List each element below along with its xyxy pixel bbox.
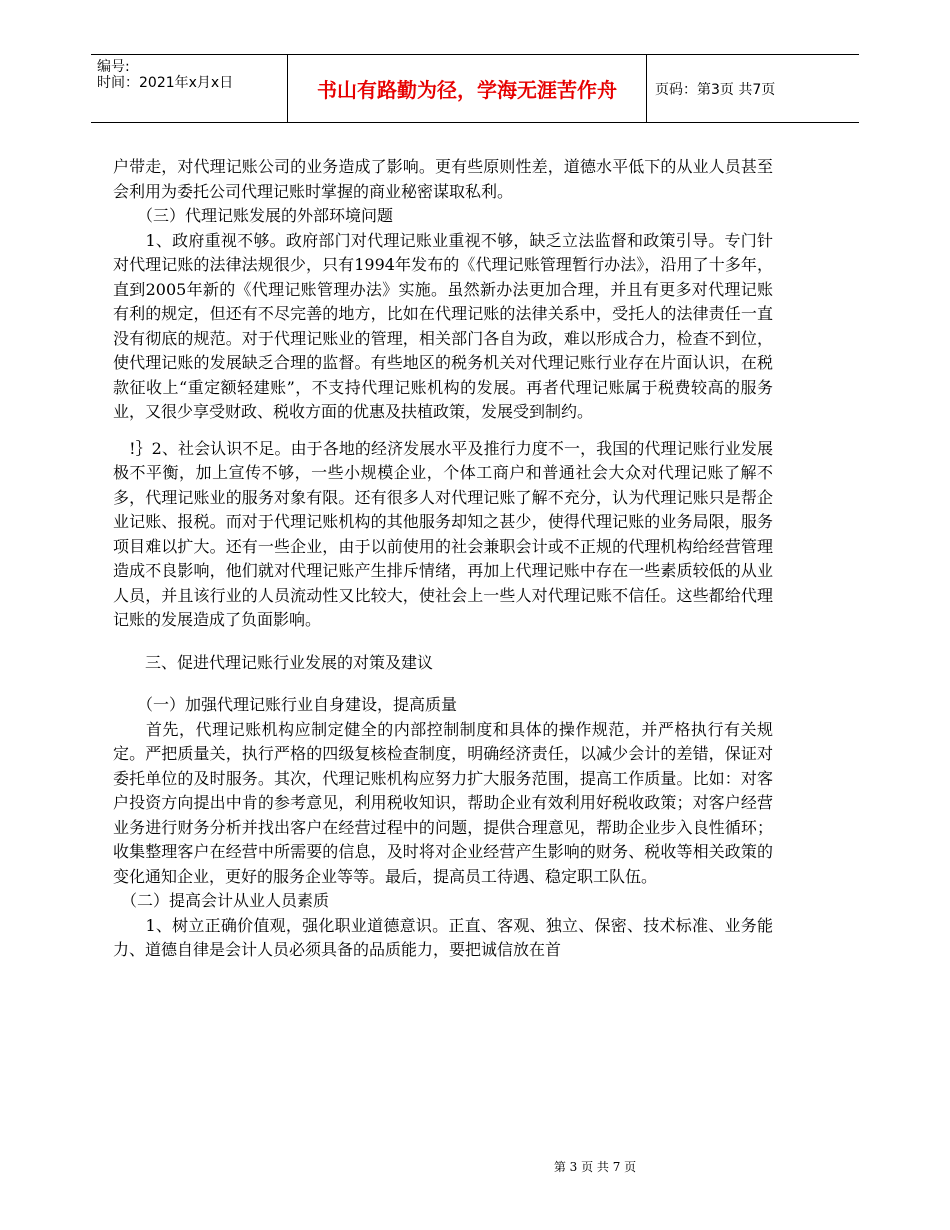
header-page-info: 页码：第3页 共7页 xyxy=(655,81,776,98)
document-number-label: 编号: xyxy=(97,59,130,75)
section-heading: 三、促进代理记账行业发展的对策及建议 xyxy=(113,652,434,672)
section-heading: （一）加强代理记账行业自身建设，提高质量 xyxy=(113,695,458,714)
page-header xyxy=(91,54,859,123)
document-time-label: 时间：2021年x月x日 xyxy=(97,75,234,91)
page-footer: 第 3 页 共 7 页 xyxy=(553,1160,637,1174)
paragraph: 户带走，对代理记账公司的业务造成了影响。更有些原则性差，道德水平低下的从业人员甚至会利用为委托公司代理记账时掌握的商业秘密谋取私利。 xyxy=(113,157,773,201)
paragraph: !｝2、社会认识不足。由于各地的经济发展水平及推行力度不一，我国的代理记账行业发展极不平衡，加上宣传不够，一些小规模企业，个体工商户和普通社会大众对代理记账了解不多，代理记账业的服务对象有限。还有很多人对代理记账了解不充分，认为代理记账只是帮企业记账、报税。而对于代理记账机构的其他服务却知之甚少，使得代理记账的业务局限，服务项目难以扩大。还有一些企业，由于以前使用的社会兼职会计或不正规的代理机构给经营管理造成不良影响，他们就对代理记账产生排斥情绪，再加上代理记账中存在一些素质较低的从业人员，并且该行业的人员流动性又比较大，使社会上一些人对代理记账不信任。这些都给代理记账的发展造成了负面影响。 xyxy=(113,438,773,629)
header-motto: 书山有路勤为径，学海无涯苦作舟 xyxy=(287,55,647,122)
paragraph: 1、政府重视不够。政府部门对代理记账业重视不够，缺乏立法监督和政策引导。专门针对代理记账的法律法规很少，只有1994年发布的《代理记账管理暂行办法》，沿用了十多年，直到2005年新的《代理记账管理办法》实施。虽然新办法更加合理，并且有更多对代理记账有利的规定，但还有不尽完善的地方，比如在代理记账的法律关系中，受托人的法律责任一直没有彻底的规范。对于代理记账业的管理，相关部门各自为政，难以形成合力，检查不到位，使代理记账的发展缺乏合理的监督。有些地区的税务机关对代理记账行业存在片面认识，在税款征收上“重定额轻建账”，不支持代理记账机构的发展。再者代理记账属于税费较高的服务业，又很少享受财政、税收方面的优惠及扶植政策，发展受到制约。 xyxy=(113,230,773,421)
section-heading: （三）代理记账发展的外部环境问题 xyxy=(113,206,394,225)
document-body xyxy=(113,155,773,963)
paragraph: 首先，代理记账机构应制定健全的内部控制制度和具体的操作规范，并严格执行有关规定。严把质量关，执行严格的四级复核检查制度，明确经济责任，以减少会计的差错，保证对委托单位的及时服务。其次，代理记账机构应努力扩大服务范围，提高工作质量。比如：对客户投资方向提出中肯的参考意见，利用税收知识，帮助企业有效利用好税收政策；对客户经营业务进行财务分析并找出客户在经营过程中的问题，提供合理意见，帮助企业步入良性循环；收集整理客户在经营中所需要的信息，及时将对企业经营产生影响的财务、税收等相关政策的变化通知企业，更好的服务企业等等。最后，提高员工待遇、稳定职工队伍。 xyxy=(113,719,773,886)
paragraph: 1、树立正确价值观，强化职业道德意识。正直、客观、独立、保密、技术标准、业务能力、道德自律是会计人员必须具备的品质能力，要把诚信放在首 xyxy=(113,915,773,959)
section-heading: （二）提高会计从业人员素质 xyxy=(113,891,330,910)
header-meta xyxy=(91,55,287,122)
